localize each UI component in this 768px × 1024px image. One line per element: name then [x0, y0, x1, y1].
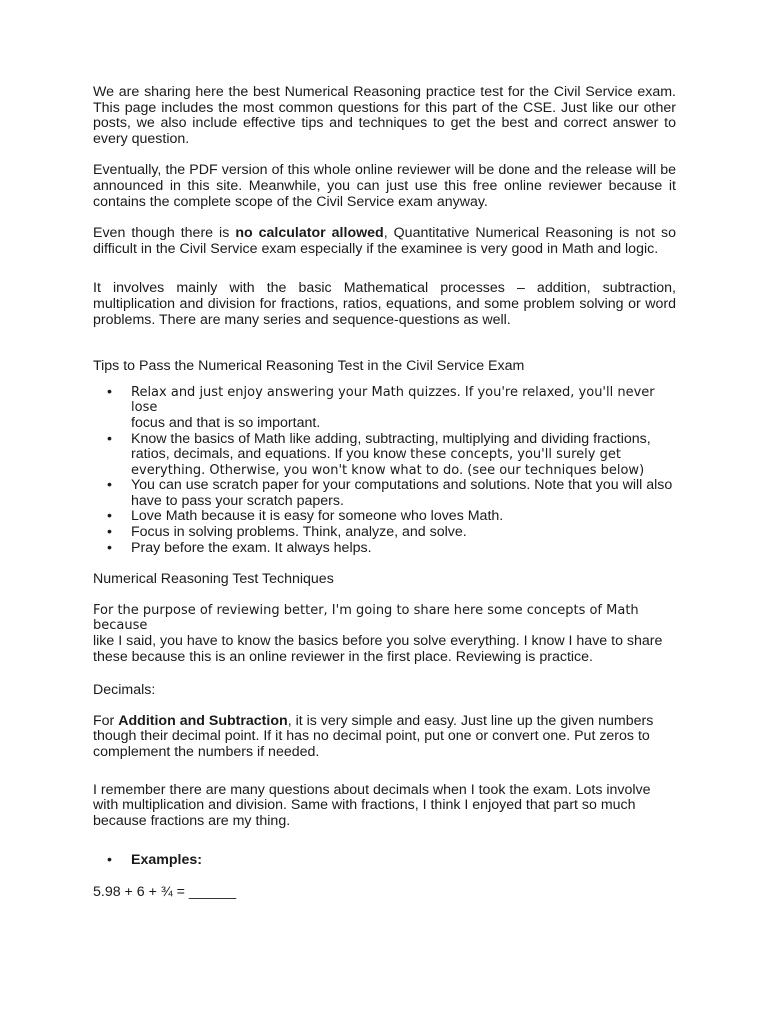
tip-item	[93, 541, 676, 557]
examples-item	[93, 853, 676, 869]
tip-text: Know the basics of Math like adding, subtracting, multiplying and dividing fractions, ratios, decimals, and equations. If you know	[131, 430, 651, 463]
tip-item	[93, 525, 676, 541]
document-page	[93, 85, 676, 901]
remember-paragraph: I remember there are many questions about decimals when I took the exam. Lots involve with multiplication and division. Same with fractions, I think I enjoyed that part so much because fractions are my thing.	[93, 781, 651, 829]
techniques-text-rest: like I said, you have to know the basics before you solve everything. I know I have to share these because this is an online reviewer in the first place. Reviewing is practice.	[93, 633, 663, 665]
tip-text: Relax and just enjoy answering your Math quizzes. If you're relaxed, you'll never lose	[131, 384, 655, 416]
pdf-paragraph: Eventually, the PDF version of this whole online reviewer will be done and the release will be announced in this site. Meanwhile, you can just use this free online reviewer because it contains the complete scope of the Civil Service exam anyway.	[93, 162, 676, 210]
techniques-text-first-line: For the purpose of reviewing better, I'm going to share here some concepts of Math because	[93, 602, 639, 634]
tips-list	[93, 385, 676, 557]
examples-label: Examples:	[131, 852, 202, 869]
bullet-icon: •	[107, 383, 112, 400]
calculator-bold-text: no calculator allowed	[235, 225, 384, 242]
tip-item	[93, 432, 676, 479]
example-equation: 5.98 + 6 + ¾ = ______	[93, 883, 237, 900]
bullet-icon: •	[107, 524, 112, 541]
decimals-label: Decimals:	[93, 682, 156, 699]
techniques-paragraph	[93, 603, 676, 665]
calculator-paragraph	[93, 226, 676, 257]
tip-item	[93, 478, 676, 509]
addsub-bold-text: Addition and Subtraction	[118, 712, 288, 729]
tip-item	[93, 509, 676, 525]
processes-paragraph: It involves mainly with the basic Mathematical processes – addition, subtraction, multiplication and division for fractions, ratios, equations, and some problem solving or word problems. There are many series and sequence-questions as well.	[93, 280, 676, 328]
tip-text: these concepts, you'll surely get everything. Otherwise, you won't know what to do. (see our techniques below)	[131, 447, 645, 478]
tip-item	[93, 385, 676, 432]
calculator-text-before: Even though there is	[93, 225, 236, 242]
bullet-icon: •	[107, 852, 112, 869]
intro-paragraph: We are sharing here the best Numerical Reasoning practice test for the Civil Service exam. This page includes the most common questions for this part of the CSE. Just like our other posts, we also include effective tips and techniques to get the best and correct answer to every question.	[93, 84, 676, 147]
tips-heading: Tips to Pass the Numerical Reasoning Test in the Civil Service Exam	[93, 358, 525, 375]
tip-text: Pray before the exam. It always helps.	[131, 539, 372, 556]
tip-text: You can use scratch paper for your computations and solutions. Note that you will also have to pass your scratch papers.	[131, 477, 673, 509]
techniques-heading: Numerical Reasoning Test Techniques	[93, 571, 334, 588]
calculator-text-after: , Quantitative Numerical Reasoning is not so difficult in the Civil Service exam especially if the examinee is very good in Math and logic.	[93, 225, 676, 257]
tip-text: focus and that is so important.	[131, 414, 321, 431]
addsub-text-before: For	[93, 712, 119, 729]
addsub-text-after: , it is very simple and easy. Just line up the given numbers though their decimal point. If it has no decimal point, put one or convert one. Put zeros to complement the numbers if needed.	[93, 712, 654, 760]
bullet-icon: •	[107, 539, 112, 556]
tip-text: Love Math because it is easy for someone who loves Math.	[131, 508, 504, 525]
bullet-icon: •	[107, 508, 112, 525]
addition-subtraction-paragraph	[93, 714, 676, 761]
tip-text: Focus in solving problems. Think, analyze, and solve.	[131, 524, 467, 541]
bullet-icon: •	[107, 430, 112, 447]
bullet-icon: •	[107, 477, 112, 494]
